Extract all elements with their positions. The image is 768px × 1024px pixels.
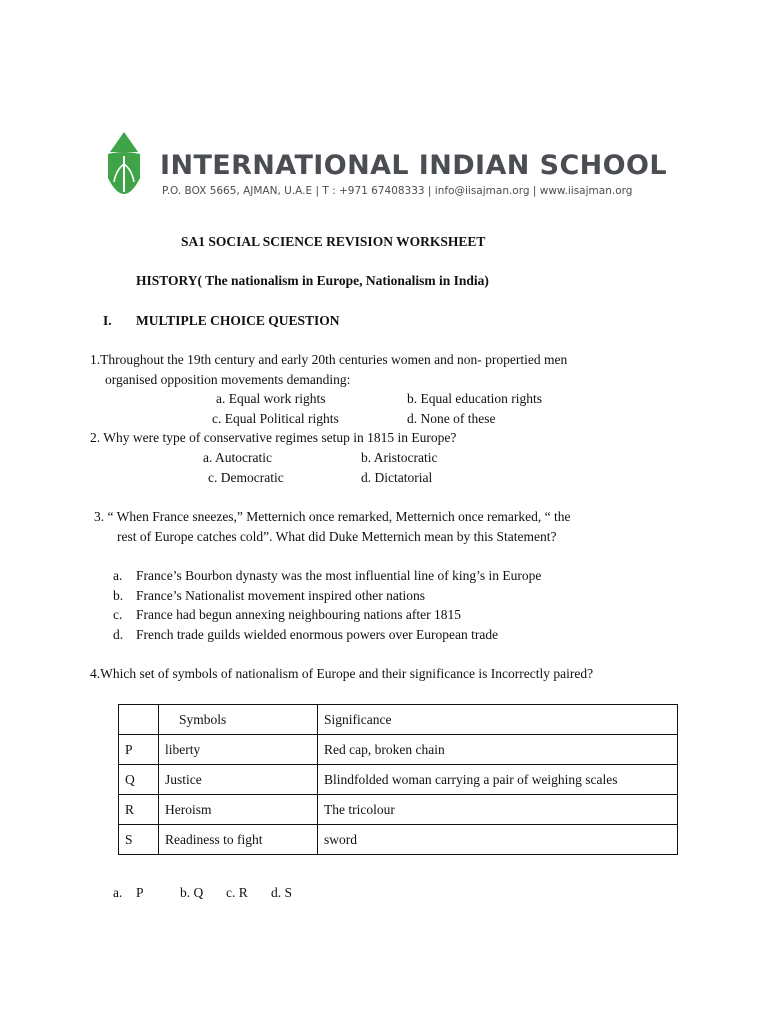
question-1-option-a: a. Equal work rights — [216, 391, 326, 406]
question-2-option-d: d. Dictatorial — [361, 470, 433, 485]
question-2-option-c: c. Democratic — [208, 470, 284, 485]
question-1-line-2: organised opposition movements demanding: — [105, 372, 351, 387]
question-3-option-c: France had begun annexing neighbouring nations after 1815 — [136, 607, 462, 622]
question-1-option-b: b. Equal education rights — [407, 391, 542, 406]
table-cell: Heroism — [159, 795, 318, 825]
question-4-option-d: d. S — [271, 885, 293, 900]
table-cell: The tricolour — [318, 795, 678, 825]
section-number: I. — [103, 313, 112, 328]
question-4-option-a-letter: a. — [113, 885, 123, 900]
table-cell: P — [119, 735, 159, 765]
question-1-option-c: c. Equal Political rights — [212, 411, 339, 426]
school-logo-icon — [102, 130, 146, 196]
question-3-option-d: French trade guilds wielded enormous powers over European trade — [136, 627, 499, 642]
table-header-cell: Symbols — [159, 705, 318, 735]
table-row — [119, 765, 678, 795]
section-title: MULTIPLE CHOICE QUESTION — [136, 313, 340, 328]
table-cell: Red cap, broken chain — [318, 735, 678, 765]
symbols-table — [118, 704, 678, 855]
question-3-option-b: France’s Nationalist movement inspired other nations — [136, 588, 426, 603]
table-cell: liberty — [159, 735, 318, 765]
question-2-option-b: b. Aristocratic — [361, 450, 438, 465]
table-header-cell — [119, 705, 159, 735]
table-row — [119, 735, 678, 765]
worksheet-subtitle: HISTORY( The nationalism in Europe, Nationalism in India) — [136, 273, 489, 288]
question-2-option-a: a. Autocratic — [203, 450, 272, 465]
question-1-option-d: d. None of these — [407, 411, 496, 426]
school-name: INTERNATIONAL INDIAN SCHOOL — [160, 150, 667, 181]
question-3-line-2: rest of Europe catches cold”. What did Duke Metternich mean by this Statement? — [117, 529, 557, 544]
table-cell: sword — [318, 825, 678, 855]
school-contact-line: P.O. BOX 5665, AJMAN, U.A.E | T : +971 67408333 | info@iisajman.org | www.iisajman.org — [162, 185, 633, 197]
table-cell: R — [119, 795, 159, 825]
table-row — [119, 795, 678, 825]
question-4-option-c: c. R — [226, 885, 248, 900]
question-3-option-a-letter: a. — [113, 568, 123, 583]
table-cell: Justice — [159, 765, 318, 795]
table-header-row — [119, 705, 678, 735]
question-3-option-d-letter: d. — [113, 627, 124, 642]
question-3-line-1: 3. “ When France sneezes,” Metternich once remarked, Metternich once remarked, “ the — [94, 509, 571, 524]
table-header-cell: Significance — [318, 705, 678, 735]
table-cell: Readiness to fight — [159, 825, 318, 855]
table-cell: Blindfolded woman carrying a pair of weighing scales — [318, 765, 678, 795]
worksheet-title: SA1 SOCIAL SCIENCE REVISION WORKSHEET — [181, 234, 486, 249]
question-2-text: 2. Why were type of conservative regimes setup in 1815 in Europe? — [90, 430, 457, 445]
question-4-option-b: b. Q — [180, 885, 204, 900]
question-3-option-b-letter: b. — [113, 588, 124, 603]
question-3-option-c-letter: c. — [113, 607, 123, 622]
question-4-option-a: P — [136, 885, 144, 900]
table-cell: S — [119, 825, 159, 855]
question-3-option-a: France’s Bourbon dynasty was the most influential line of king’s in Europe — [136, 568, 542, 583]
question-1-line-1: 1.Throughout the 19th century and early 20th centuries women and non- propertied men — [90, 352, 568, 367]
table-cell: Q — [119, 765, 159, 795]
table-row — [119, 825, 678, 855]
question-4-text: 4.Which set of symbols of nationalism of Europe and their significance is Incorrectly paired? — [90, 666, 594, 681]
